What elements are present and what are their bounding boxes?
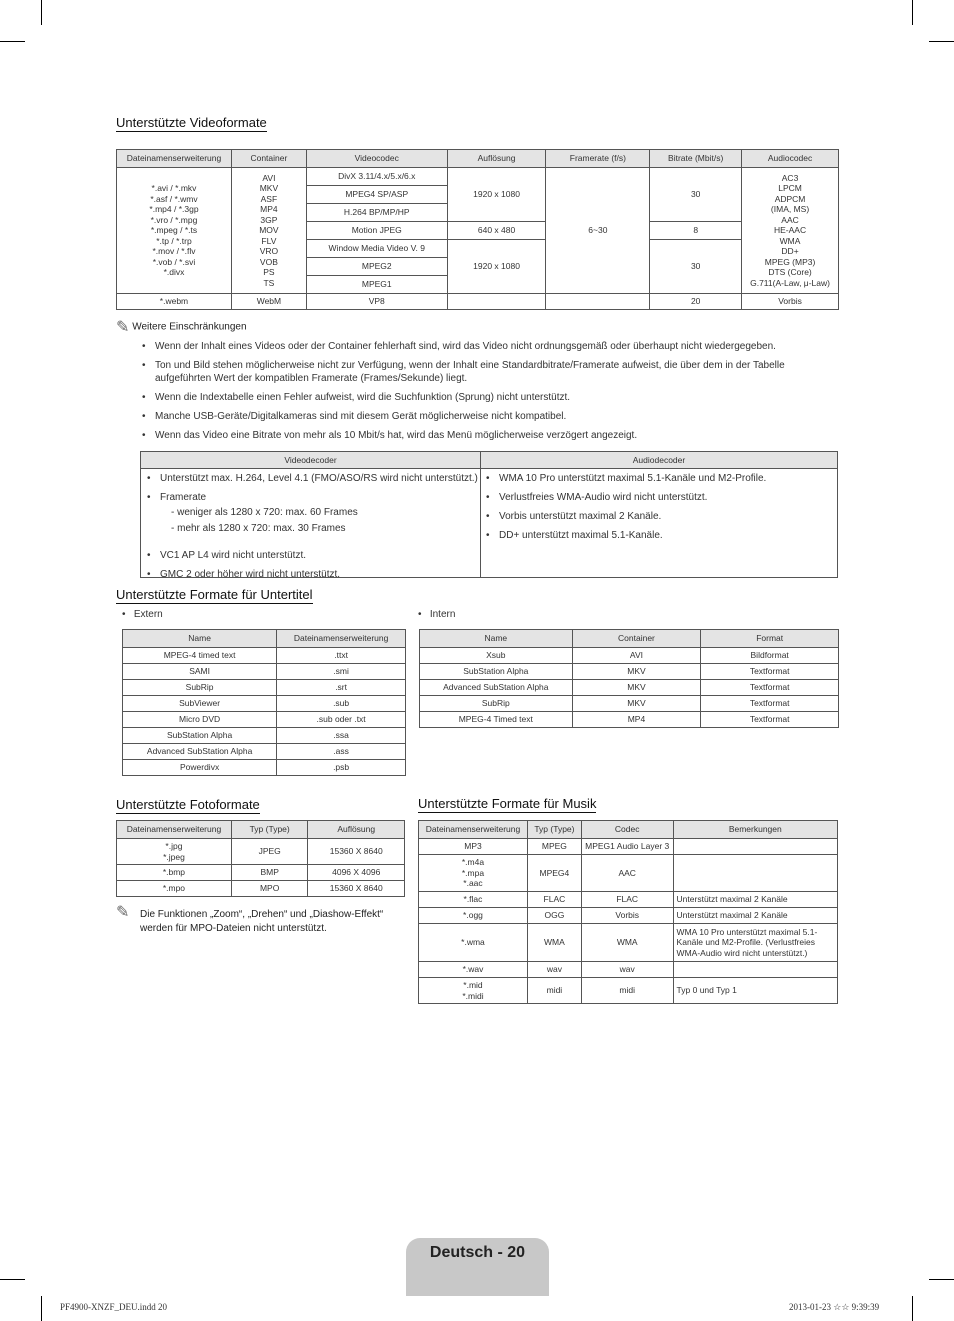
table-cell: *.flac xyxy=(419,892,528,908)
audio-decoder-list xyxy=(483,472,837,548)
table-cell: FLAC xyxy=(527,892,581,908)
table-cell: Advanced SubStation Alpha xyxy=(420,680,573,696)
video-codec: Window Media Video V. 9 xyxy=(306,240,447,258)
photo-header-resolution: Auflösung xyxy=(308,821,405,839)
table-cell: *.wma xyxy=(419,924,528,962)
table-cell: Unterstützt maximal 2 Kanäle xyxy=(673,892,837,908)
video-bitrate: 8 xyxy=(650,222,742,240)
table-cell: 15360 X 8640 xyxy=(308,881,405,897)
list-item: • Unterstützt max. H.264, Level 4.1 (FMO/ASO/RS wird nicht unterstützt.) xyxy=(144,472,480,485)
table-cell: SubRip xyxy=(123,680,277,696)
extern-header-name: Name xyxy=(123,630,277,648)
table-cell: .ass xyxy=(277,744,406,760)
intern-header-container: Container xyxy=(572,630,701,648)
table-cell: *.mpo xyxy=(117,881,232,897)
table-cell: Unterstützt maximal 2 Kanäle xyxy=(673,908,837,924)
table-cell: JPEG xyxy=(231,839,308,865)
table-cell xyxy=(673,962,837,978)
webm-bitrate: 20 xyxy=(650,294,742,310)
crop-mark xyxy=(929,1279,954,1280)
table-cell xyxy=(673,855,837,892)
video-resolution: 1920 x 1080 xyxy=(447,240,546,294)
table-cell: MPEG4 xyxy=(527,855,581,892)
extern-subtitle-table xyxy=(122,629,406,776)
video-codec: Motion JPEG xyxy=(306,222,447,240)
list-item: • Manche USB-Geräte/Digitalkameras sind mit diesem Gerät möglicherweise nicht kompatibel. xyxy=(139,410,839,423)
decoder-table xyxy=(140,451,838,578)
table-cell: MPEG-4 timed text xyxy=(123,648,277,664)
subtitle-section-title: Unterstützte Formate für Untertitel xyxy=(116,587,313,602)
crop-mark xyxy=(0,41,25,42)
audio-decoder-header: Audiodecoder xyxy=(481,452,837,469)
photo-format-table xyxy=(116,820,405,897)
table-cell: MKV xyxy=(572,664,701,680)
video-bitrate: 30 xyxy=(650,240,742,294)
table-cell: MKV xyxy=(572,680,701,696)
table-cell: BMP xyxy=(231,865,308,881)
table-cell: Typ 0 und Typ 1 xyxy=(673,978,837,1004)
table-cell: .smi xyxy=(277,664,406,680)
webm-container: WebM xyxy=(231,294,306,310)
table-cell: Textformat xyxy=(701,696,839,712)
intern-label: • Intern xyxy=(418,609,456,620)
video-codec: DivX 3.11/4.x/5.x/6.x xyxy=(306,168,447,186)
table-cell: MP3 xyxy=(419,839,528,855)
table-cell: Vorbis xyxy=(581,908,673,924)
music-header-codec: Codec xyxy=(581,821,673,839)
table-cell: SubViewer xyxy=(123,696,277,712)
table-cell: *.m4a *.mpa *.aac xyxy=(419,855,528,892)
restrictions-list xyxy=(139,340,839,448)
video-codec: MPEG4 SP/ASP xyxy=(306,186,447,204)
table-cell: .psb xyxy=(277,760,406,776)
table-cell: WMA xyxy=(527,924,581,962)
pencil-icon: ✎ xyxy=(116,904,130,921)
date-slug: 2013-01-23 ☆☆ 9:39:39 xyxy=(789,1302,880,1312)
table-cell: Powerdivx xyxy=(123,760,277,776)
decoder-divider xyxy=(480,452,481,577)
table-cell: AVI xyxy=(572,648,701,664)
table-cell: midi xyxy=(581,978,673,1004)
table-cell: Textformat xyxy=(701,680,839,696)
music-header-notes: Bemerkungen xyxy=(673,821,837,839)
crop-mark xyxy=(929,41,954,42)
table-cell: WMA 10 Pro unterstützt maximal 5.1-Kanäle und M2-Profile. (Verlustfreies WMA-Audio wird nicht unterstützt.) xyxy=(673,924,837,962)
table-cell: midi xyxy=(527,978,581,1004)
crop-mark xyxy=(41,0,42,25)
table-cell xyxy=(673,839,837,855)
table-cell: SAMI xyxy=(123,664,277,680)
photo-section-title: Unterstützte Fotoformate xyxy=(116,797,260,812)
crop-mark xyxy=(0,1279,25,1280)
table-cell: 4096 X 4096 xyxy=(308,865,405,881)
table-cell: *.wav xyxy=(419,962,528,978)
table-cell: SubStation Alpha xyxy=(420,664,573,680)
table-cell: MPEG xyxy=(527,839,581,855)
table-cell: *.bmp xyxy=(117,865,232,881)
table-cell: SubRip xyxy=(420,696,573,712)
video-decoder-header: Videodecoder xyxy=(141,452,480,469)
intern-subtitle-table xyxy=(419,629,839,728)
list-item: • Framerate xyxy=(144,491,480,504)
list-item: • Wenn die Indextabelle einen Fehler aufweist, wird die Suchfunktion (Sprung) nicht unterstützt. xyxy=(139,391,839,404)
webm-audio: Vorbis xyxy=(742,294,839,310)
video-header-container: Container xyxy=(231,150,306,168)
framerate-sub-item: - mehr als 1280 x 720: max. 30 Frames xyxy=(171,523,346,534)
table-cell: Textformat xyxy=(701,664,839,680)
list-item: • Wenn der Inhalt eines Videos oder der Container fehlerhaft sind, wird das Video nicht ordnungsgemäß oder überhaupt nicht wiedergegeben. xyxy=(139,340,839,353)
table-cell: WMA xyxy=(581,924,673,962)
photo-note-text: Die Funktionen „Zoom“, „Drehen“ und „Diashow-Effekt“ werden für MPO-Dateien nicht unterstützt. xyxy=(140,909,384,934)
file-slug: PF4900-XNZF_DEU.indd 20 xyxy=(60,1302,168,1312)
table-cell: .ssa xyxy=(277,728,406,744)
table-cell: SubStation Alpha xyxy=(123,728,277,744)
list-item: • Vorbis unterstützt maximal 2 Kanäle. xyxy=(483,510,837,523)
video-header-ext: Dateinamenserweiterung xyxy=(117,150,232,168)
table-cell: FLAC xyxy=(581,892,673,908)
photo-note xyxy=(116,904,406,936)
table-cell: OGG xyxy=(527,908,581,924)
music-format-table xyxy=(418,820,838,1004)
video-resolution: 640 x 480 xyxy=(447,222,546,240)
table-cell: Bildformat xyxy=(701,648,839,664)
table-cell: MPEG-4 Timed text xyxy=(420,712,573,728)
video-section-title: Unterstützte Videoformate xyxy=(116,115,267,130)
extern-header-ext: Dateinamenserweiterung xyxy=(277,630,406,648)
list-item: • DD+ unterstützt maximal 5.1-Kanäle. xyxy=(483,529,837,542)
table-cell: .sub xyxy=(277,696,406,712)
webm-ext: *.webm xyxy=(117,294,232,310)
video-header-codec: Videocodec xyxy=(306,150,447,168)
video-header-audio: Audiocodec xyxy=(742,150,839,168)
music-header-ext: Dateinamenserweiterung xyxy=(419,821,528,839)
video-bitrate: 30 xyxy=(650,168,742,222)
table-cell: MPO xyxy=(231,881,308,897)
video-codec: H.264 BP/MP/HP xyxy=(306,204,447,222)
crop-mark xyxy=(912,1296,913,1321)
video-codec: MPEG1 xyxy=(306,276,447,294)
video-header-framerate: Framerate (f/s) xyxy=(546,150,650,168)
list-item: • Wenn das Video eine Bitrate von mehr als 10 Mbit/s hat, wird das Menü möglicherweise verzögert angezeigt. xyxy=(139,429,839,442)
intern-label-text: Intern xyxy=(429,609,456,620)
crop-mark xyxy=(912,0,913,25)
video-format-table xyxy=(116,149,839,310)
photo-header-type: Typ (Type) xyxy=(231,821,308,839)
video-resolution: 1920 x 1080 xyxy=(447,168,546,222)
table-cell: wav xyxy=(527,962,581,978)
video-codec: MPEG2 xyxy=(306,258,447,276)
music-header-type: Typ (Type) xyxy=(527,821,581,839)
table-cell: Textformat xyxy=(701,712,839,728)
table-cell: wav xyxy=(581,962,673,978)
table-cell: .srt xyxy=(277,680,406,696)
page-number: Deutsch - 20 xyxy=(429,1244,526,1261)
music-section-title: Unterstützte Formate für Musik xyxy=(418,796,597,811)
table-cell: Xsub xyxy=(420,648,573,664)
pencil-icon: ✎ xyxy=(116,319,130,336)
table-cell: 15360 X 8640 xyxy=(308,839,405,865)
list-item: • Verlustfreies WMA-Audio wird nicht unterstützt. xyxy=(483,491,837,504)
video-audio-codecs: AC3 LPCM ADPCM (IMA, MS) AAC HE-AAC WMA DD+ MPEG (MP3) DTS (Core) G.711(A-Law, μ-Law) xyxy=(742,168,839,294)
table-cell: *.mid *.midi xyxy=(419,978,528,1004)
video-header-bitrate: Bitrate (Mbit/s) xyxy=(650,150,742,168)
table-cell: AAC xyxy=(581,855,673,892)
table-cell: Advanced SubStation Alpha xyxy=(123,744,277,760)
webm-codec: VP8 xyxy=(306,294,447,310)
framerate-sub-item: - weniger als 1280 x 720: max. 60 Frames xyxy=(171,507,358,518)
list-item: • WMA 10 Pro unterstützt maximal 5.1-Kanäle und M2-Profile. xyxy=(483,472,837,485)
restrictions-heading xyxy=(116,317,247,337)
list-item: • Ton und Bild stehen möglicherweise nicht zur Verfügung, wenn der Inhalt eine Standardbitrate/Framerate aufweist, die über dem in der Tabelle aufgeführten Wert der kompatiblen Framerate (Frames/Sekunde) liegt. xyxy=(139,359,839,385)
table-cell: MKV xyxy=(572,696,701,712)
video-extensions: *.avi / *.mkv *.asf / *.wmv *.mp4 / *.3gp *.vro / *.mpg *.mpeg / *.ts *.tp / *.trp *.mov / *.flv *.vob / *.svi *.divx xyxy=(117,168,232,294)
video-header-resolution: Auflösung xyxy=(447,150,546,168)
photo-header-ext: Dateinamenserweiterung xyxy=(117,821,232,839)
table-cell: .ttxt xyxy=(277,648,406,664)
crop-mark xyxy=(41,1296,42,1321)
webm-resolution xyxy=(447,294,546,310)
table-cell: MP4 xyxy=(572,712,701,728)
table-cell: Micro DVD xyxy=(123,712,277,728)
intern-header-name: Name xyxy=(420,630,573,648)
extern-label-text: Extern xyxy=(133,609,163,620)
table-cell: *.ogg xyxy=(419,908,528,924)
restrictions-title: Weitere Einschränkungen xyxy=(132,321,247,333)
table-cell: *.jpg *.jpeg xyxy=(117,839,232,865)
video-framerate: 6~30 xyxy=(546,168,650,294)
table-cell: MPEG1 Audio Layer 3 xyxy=(581,839,673,855)
list-item: • VC1 AP L4 wird nicht unterstützt. xyxy=(144,549,480,562)
video-containers: AVI MKV ASF MP4 3GP MOV FLV VRO VOB PS TS xyxy=(231,168,306,294)
intern-header-format: Format xyxy=(701,630,839,648)
list-item: • GMC 2 oder höher wird nicht unterstützt. xyxy=(144,568,480,581)
table-cell: .sub oder .txt xyxy=(277,712,406,728)
extern-label: • Extern xyxy=(122,609,163,620)
webm-framerate xyxy=(546,294,650,310)
